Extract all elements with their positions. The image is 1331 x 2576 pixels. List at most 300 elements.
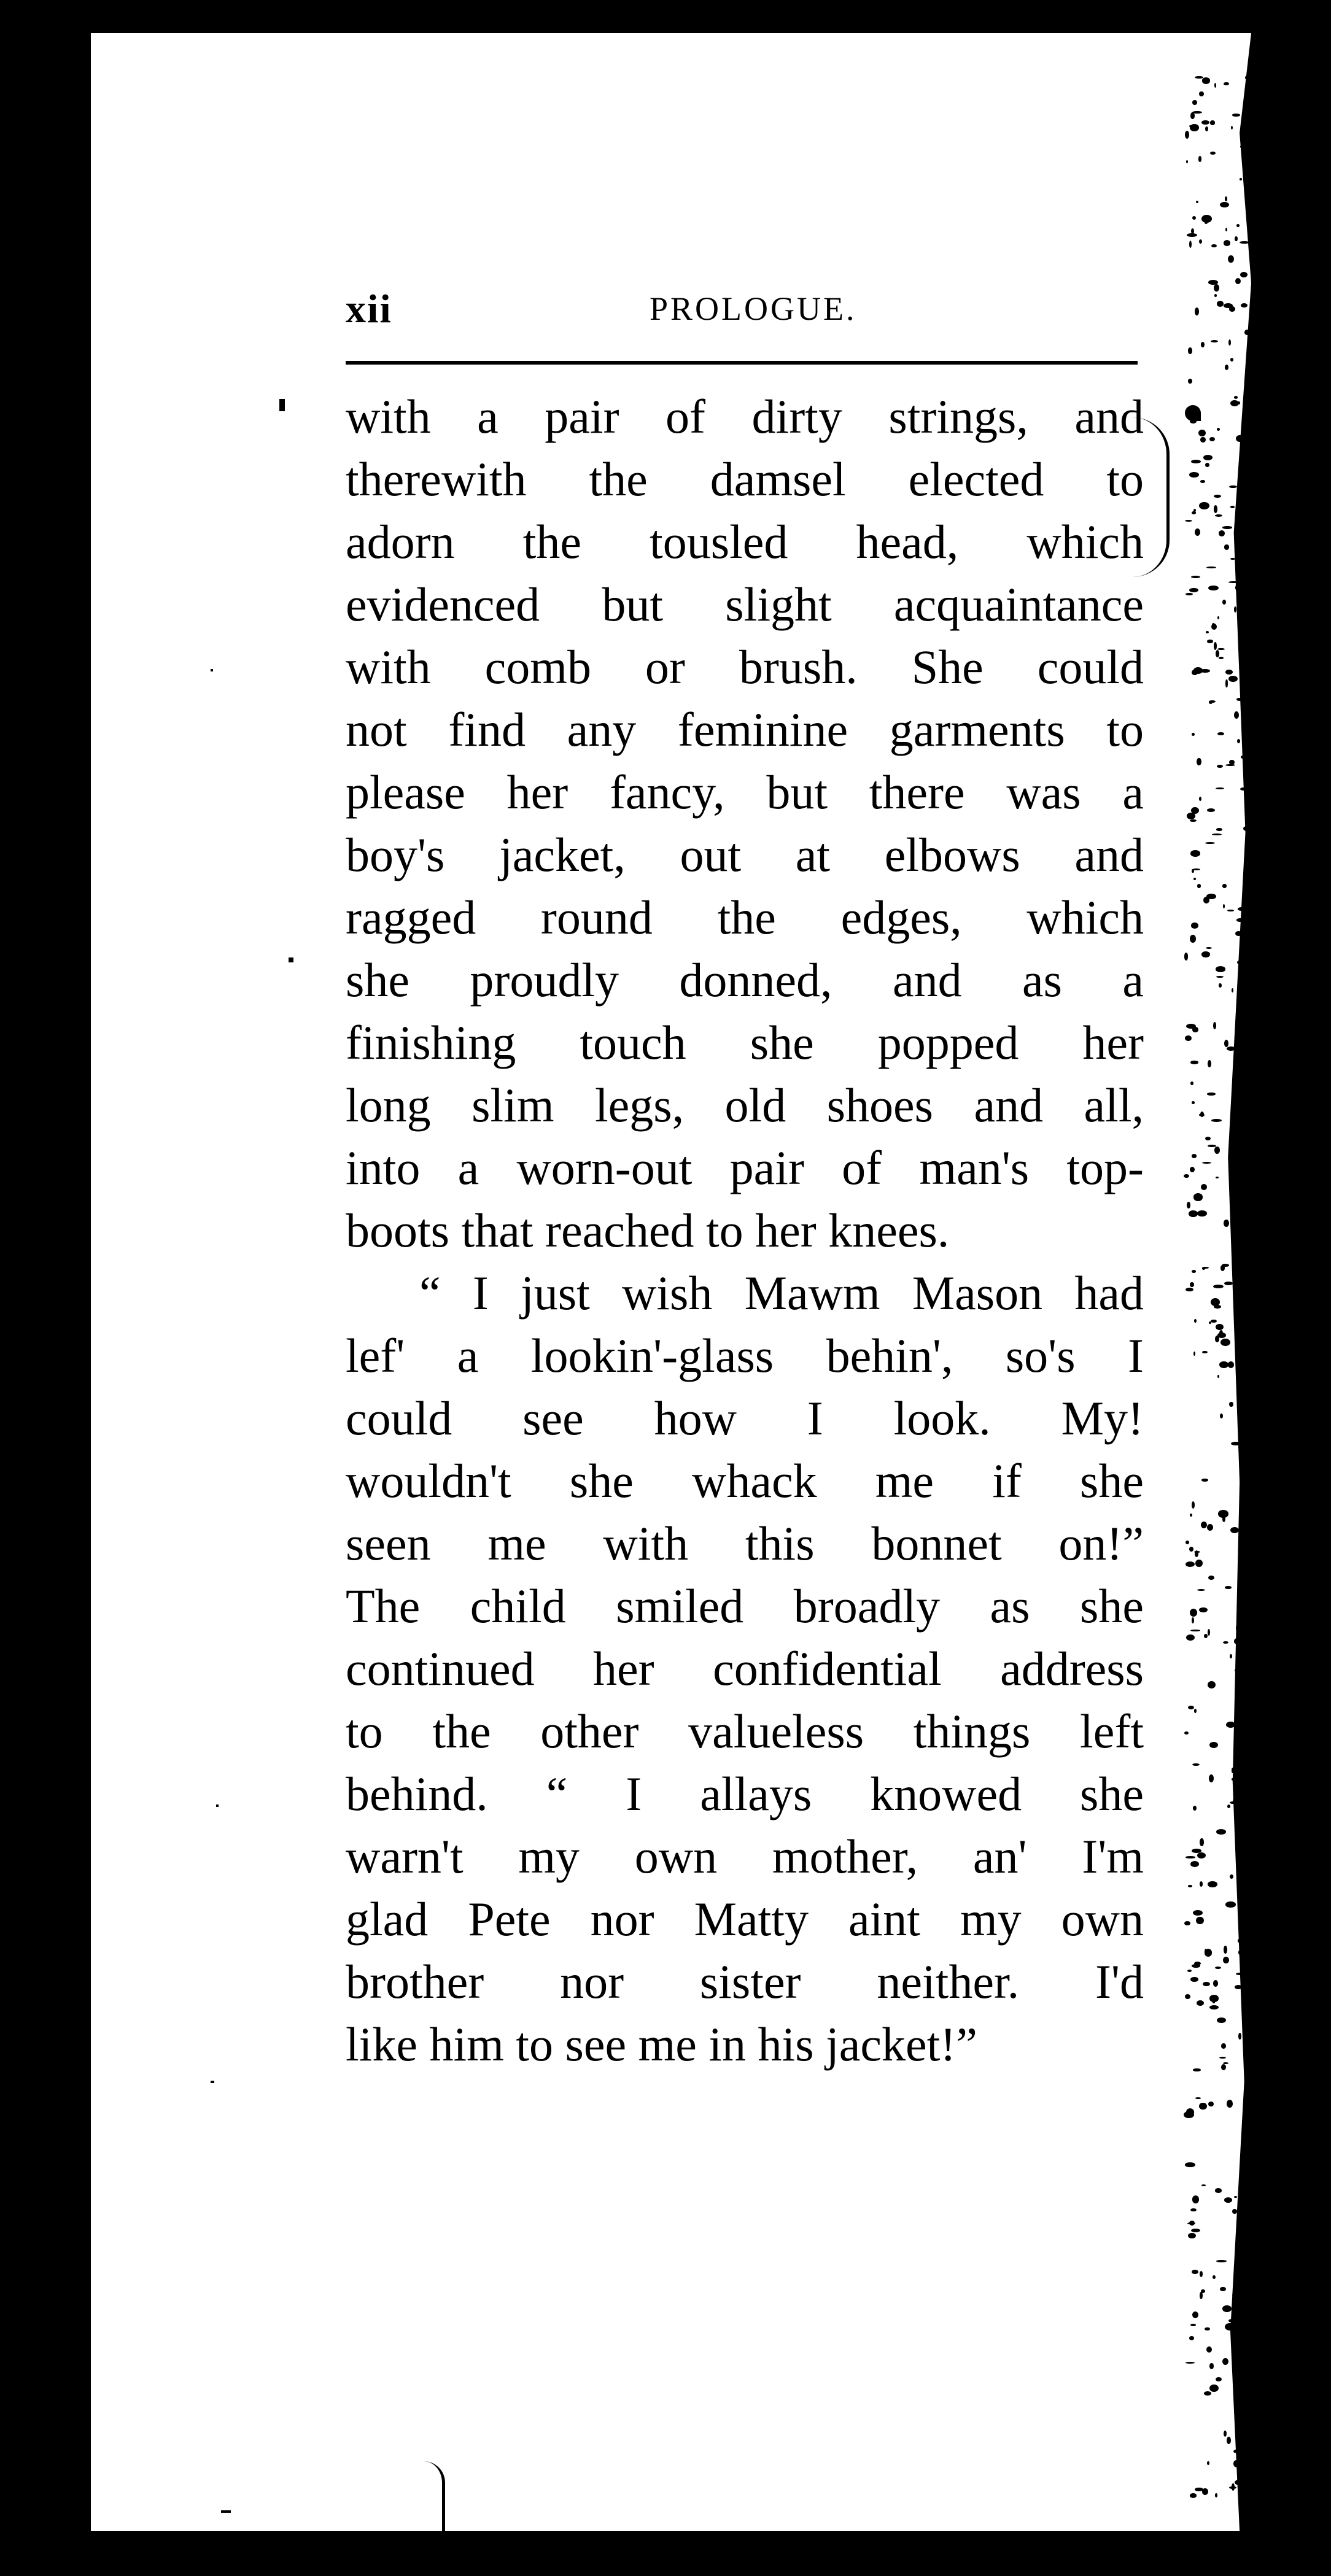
- edge-speck: [1230, 400, 1239, 406]
- edge-speck: [1210, 120, 1216, 125]
- edge-speck: [1230, 358, 1233, 362]
- edge-speck: [1214, 83, 1216, 88]
- text-line: therewith the damsel elected to: [346, 452, 1144, 506]
- edge-speck: [1189, 1547, 1194, 1552]
- edge-speck: [1243, 985, 1246, 988]
- edge-speck: [1207, 640, 1214, 643]
- edge-speck: [1248, 1494, 1259, 1498]
- edge-speck: [1205, 221, 1208, 224]
- edge-speck: [1228, 1361, 1234, 1368]
- edge-speck: [1228, 581, 1238, 583]
- edge-speck: [1235, 1278, 1240, 1280]
- edge-speck: [1213, 2002, 1214, 2003]
- edge-speck: [1190, 124, 1199, 131]
- edge-speck: [1205, 842, 1215, 844]
- edge-speck: [1216, 976, 1224, 978]
- edge-speck: [1192, 2270, 1198, 2274]
- edge-speck: [1201, 120, 1209, 125]
- edge-speck: [1244, 720, 1248, 727]
- edge-speck: [1188, 1885, 1193, 1887]
- edge-speck: [1246, 929, 1254, 935]
- edge-speck: [1186, 160, 1188, 163]
- edge-speck: [1202, 1267, 1205, 1270]
- text-line: adorn the tousled head, which: [346, 515, 1144, 568]
- edge-speck: [1190, 2324, 1196, 2326]
- edge-speck: [1194, 1709, 1197, 1712]
- edge-speck: [1249, 1429, 1255, 1432]
- edge-speck: [1186, 1634, 1195, 1641]
- edge-speck: [1208, 280, 1217, 285]
- edge-speck: [1208, 1881, 1217, 1887]
- edge-speck: [1239, 2485, 1244, 2489]
- edge-speck: [1193, 2068, 1201, 2071]
- edge-speck: [1207, 1093, 1216, 1096]
- edge-speck: [1244, 330, 1250, 335]
- edge-speck: [1207, 2461, 1209, 2466]
- edge-speck: [1190, 1282, 1194, 1287]
- edge-speck: [1190, 819, 1197, 822]
- ink-speck: [279, 399, 285, 411]
- edge-speck: [1245, 1371, 1252, 1374]
- edge-speck: [1190, 1630, 1201, 1631]
- edge-speck: [1195, 307, 1199, 315]
- edge-speck: [1232, 1768, 1233, 1773]
- edge-speck: [1190, 935, 1196, 942]
- edge-speck: [1234, 606, 1236, 613]
- edge-speck: [1230, 1527, 1240, 1533]
- edge-speck: [1216, 787, 1224, 789]
- edge-speck: [1208, 1681, 1216, 1688]
- edge-speck: [1192, 2195, 1199, 2203]
- edge-speck: [1247, 1938, 1257, 1941]
- edge-speck: [1230, 1654, 1232, 1658]
- edge-speck: [1223, 2062, 1228, 2064]
- edge-speck: [1232, 2293, 1243, 2297]
- edge-speck: [1249, 93, 1255, 100]
- edge-speck: [1192, 216, 1196, 220]
- edge-speck: [1206, 631, 1209, 633]
- edge-speck: [1213, 1022, 1216, 1029]
- edge-speck: [1219, 1361, 1228, 1367]
- edge-speck: [1217, 1332, 1226, 1339]
- edge-speck: [1227, 1804, 1230, 1808]
- paragraph: [346, 385, 1144, 1262]
- text-line: brother nor sister neither. I'd: [346, 1955, 1144, 2008]
- ink-speck: [211, 2081, 214, 2083]
- edge-speck: [1225, 1901, 1236, 1908]
- edge-speck: [1214, 284, 1219, 292]
- edge-speck: [1230, 558, 1235, 560]
- edge-speck: [1192, 1763, 1200, 1766]
- ink-speck: [216, 1804, 219, 1807]
- edge-speck: [1240, 272, 1248, 277]
- edge-speck: [1195, 1560, 1203, 1567]
- edge-speck: [1233, 2450, 1240, 2453]
- edge-speck: [1248, 536, 1251, 540]
- edge-speck: [1237, 739, 1240, 743]
- text-line: seen me with this bonnet on!”: [346, 1517, 1144, 1570]
- edge-speck: [1205, 1949, 1212, 1956]
- edge-speck: [1217, 616, 1219, 619]
- edge-speck: [1238, 1906, 1245, 1910]
- edge-speck: [1210, 152, 1216, 155]
- text-line: finishing touch she popped her: [346, 1016, 1144, 1069]
- edge-speck: [1246, 1402, 1254, 1407]
- body-text: [346, 385, 1144, 2076]
- edge-speck: [1185, 2162, 1195, 2167]
- edge-speck: [1236, 918, 1244, 921]
- edge-speck: [1225, 2323, 1235, 2330]
- edge-speck: [1197, 2000, 1204, 2006]
- edge-speck: [1237, 960, 1247, 965]
- edge-speck: [1212, 834, 1222, 835]
- edge-speck: [1228, 676, 1237, 682]
- edge-speck: [1219, 530, 1225, 536]
- edge-speck: [1222, 2305, 1232, 2312]
- edge-speck: [1206, 567, 1216, 568]
- edge-speck: [1197, 758, 1201, 765]
- edge-speck: [1240, 145, 1243, 148]
- edge-speck: [1187, 1202, 1190, 1209]
- edge-speck: [1199, 502, 1209, 509]
- edge-speck: [1245, 2382, 1251, 2385]
- edge-speck: [1206, 2346, 1212, 2353]
- edge-speck: [1234, 1638, 1244, 1645]
- edge-speck: [1236, 1973, 1244, 1975]
- edge-speck: [1222, 884, 1227, 888]
- pencil-stroke: [424, 2461, 445, 2553]
- edge-speck: [1215, 2493, 1217, 2497]
- edge-speck: [1211, 1119, 1222, 1122]
- edge-speck: [1206, 947, 1213, 949]
- edge-speck: [1234, 2196, 1237, 2198]
- edge-speck: [1193, 667, 1203, 674]
- edge-speck: [1236, 2319, 1241, 2325]
- edge-speck: [1246, 1011, 1257, 1015]
- text-line: lef' a lookin'-glass behin', so's I: [346, 1329, 1144, 1382]
- edge-speck: [1246, 633, 1257, 640]
- edge-speck: [1232, 1778, 1233, 1781]
- edge-speck: [1227, 2437, 1231, 2444]
- edge-speck: [1240, 178, 1242, 181]
- edge-speck: [1217, 732, 1224, 735]
- edge-speck: [1202, 77, 1211, 83]
- edge-speck: [1189, 2336, 1194, 2340]
- text-line: not find any feminine garments to: [346, 703, 1144, 756]
- edge-speck: [1238, 1938, 1244, 1943]
- edge-speck: [1200, 437, 1206, 442]
- edge-speck: [1240, 1589, 1243, 1592]
- edge-speck: [1238, 1096, 1247, 1101]
- edge-speck: [1238, 1949, 1248, 1956]
- edge-speck: [1185, 1856, 1195, 1859]
- edge-speck: [1232, 2209, 1237, 2214]
- edge-speck: [1191, 576, 1200, 578]
- text-line: long slim legs, old shoes and all,: [346, 1078, 1144, 1132]
- edge-speck: [1216, 2377, 1222, 2381]
- edge-speck: [1239, 547, 1241, 552]
- edge-speck: [1208, 1629, 1210, 1636]
- edge-speck: [1217, 648, 1225, 651]
- edge-speck: [1230, 1874, 1233, 1879]
- edge-speck: [1240, 787, 1247, 791]
- edge-speck: [1243, 1700, 1253, 1704]
- edge-speck: [1233, 2460, 1240, 2467]
- edge-speck: [1220, 1339, 1230, 1346]
- edge-speck: [1190, 1061, 1199, 1064]
- edge-speck: [1225, 764, 1235, 767]
- edge-speck: [1245, 1835, 1252, 1842]
- edge-speck: [1216, 2260, 1226, 2262]
- edge-speck: [1211, 244, 1217, 247]
- edge-speck: [1225, 365, 1228, 370]
- edge-speck: [1240, 1105, 1249, 1109]
- edge-speck: [1211, 1320, 1217, 1323]
- edge-speck: [1217, 2017, 1226, 2023]
- edge-speck: [1193, 1352, 1195, 1355]
- edge-speck: [1214, 1305, 1221, 1309]
- edge-speck: [1192, 1617, 1194, 1623]
- edge-speck: [1243, 1112, 1245, 1117]
- edge-speck: [1185, 131, 1189, 139]
- edge-speck: [1191, 922, 1198, 929]
- edge-speck: [1195, 528, 1200, 536]
- edge-speck: [1216, 1829, 1227, 1835]
- edge-speck: [1200, 1838, 1203, 1846]
- edge-speck: [1185, 1541, 1189, 1544]
- edge-speck: [1241, 1787, 1247, 1790]
- edge-speck: [1199, 797, 1201, 801]
- edge-speck: [1251, 449, 1260, 453]
- edge-speck: [1243, 743, 1251, 749]
- edge-speck: [1251, 112, 1254, 117]
- edge-speck: [1251, 354, 1253, 360]
- edge-speck: [1193, 1806, 1197, 1811]
- edge-speck: [1214, 495, 1221, 498]
- edge-speck: [1209, 437, 1216, 441]
- edge-speck: [1205, 2327, 1209, 2330]
- edge-speck: [1215, 1967, 1221, 1969]
- edge-speck: [1216, 828, 1222, 831]
- edge-speck: [1200, 480, 1205, 484]
- ink-speck: [1185, 405, 1201, 421]
- edge-speck: [1190, 1167, 1195, 1172]
- text-line: warn't my own mother, an' I'm: [346, 1830, 1144, 1883]
- edge-speck: [1209, 1995, 1219, 2002]
- edge-speck: [1223, 1641, 1228, 1644]
- edge-speck: [1188, 347, 1192, 354]
- edge-speck: [1229, 2486, 1236, 2489]
- edge-speck: [1220, 1265, 1225, 1271]
- edge-speck: [1204, 2391, 1211, 2396]
- paragraph: [346, 1262, 1144, 2076]
- text-line: continued her confidential address: [346, 1642, 1144, 1695]
- text-line: boy's jacket, out at elbows and: [346, 828, 1144, 881]
- text-line: evidenced but slight acquaintance: [346, 578, 1144, 631]
- edge-speck: [1221, 2064, 1226, 2070]
- edge-speck: [1207, 808, 1215, 812]
- edge-speck: [1192, 1101, 1195, 1104]
- edge-speck: [1201, 1184, 1207, 1190]
- edge-speck: [1245, 1730, 1252, 1735]
- edge-speck: [1192, 2311, 1198, 2318]
- edge-speck: [1235, 931, 1242, 936]
- edge-speck: [1248, 442, 1256, 445]
- edge-speck: [1224, 82, 1229, 86]
- edge-speck: [1194, 1319, 1197, 1322]
- edge-speck: [1247, 2412, 1251, 2415]
- edge-speck: [1232, 988, 1233, 992]
- edge-speck: [1190, 1081, 1193, 1085]
- edge-speck: [1219, 657, 1224, 659]
- edge-speck: [1189, 472, 1199, 478]
- edge-speck: [1225, 670, 1233, 675]
- edge-speck: [1229, 485, 1236, 489]
- edge-speck: [1199, 1607, 1207, 1612]
- edge-speck: [1187, 2222, 1195, 2225]
- edge-speck: [1232, 114, 1240, 117]
- edge-speck: [1203, 455, 1213, 460]
- page-edge-speckle: [1159, 74, 1257, 2529]
- edge-speck: [1187, 1970, 1192, 1972]
- edge-speck: [1192, 1027, 1199, 1032]
- text-line: with a pair of dirty strings, and: [346, 390, 1144, 443]
- text-line: wouldn't she whack me if she: [346, 1454, 1144, 1507]
- edge-speck: [1214, 505, 1218, 513]
- edge-speck: [1211, 340, 1218, 342]
- edge-speck: [1235, 278, 1241, 284]
- edge-speck: [1236, 1625, 1238, 1631]
- edge-speck: [1236, 1078, 1244, 1080]
- edge-speck: [1187, 813, 1196, 819]
- edge-speck: [1244, 657, 1250, 659]
- edge-speck: [1235, 1985, 1242, 1989]
- edge-speck: [1246, 1771, 1256, 1777]
- edge-speck: [1216, 1324, 1224, 1331]
- edge-speck: [1237, 1266, 1242, 1272]
- edge-speck: [1232, 1167, 1235, 1175]
- edge-speck: [1219, 983, 1222, 988]
- edge-speck: [1247, 2443, 1256, 2446]
- edge-speck: [1197, 1210, 1207, 1216]
- edge-speck: [1189, 241, 1192, 248]
- edge-speck: [1208, 1576, 1214, 1580]
- text-line: glad Pete nor Matty aint my own: [346, 1892, 1144, 1946]
- text-line: like him to see me in his jacket!”: [346, 2017, 977, 2071]
- edge-speck: [1192, 1154, 1197, 1158]
- edge-speck: [1230, 506, 1235, 508]
- edge-speck: [1240, 1779, 1244, 1782]
- edge-speck: [1208, 1060, 1211, 1067]
- edge-speck: [1238, 2033, 1241, 2040]
- edge-speck: [1201, 2184, 1206, 2186]
- edge-speck: [1185, 2362, 1195, 2364]
- edge-speck: [1248, 2221, 1256, 2226]
- edge-speck: [1190, 112, 1194, 119]
- edge-speck: [1236, 224, 1240, 227]
- ink-speck: [221, 2510, 231, 2513]
- edge-speck: [1246, 360, 1252, 368]
- edge-speck: [1190, 1861, 1199, 1867]
- edge-speck: [1241, 756, 1245, 759]
- edge-speck: [1203, 1982, 1209, 1986]
- edge-speck: [1236, 571, 1246, 578]
- page-number: xii: [346, 287, 392, 331]
- edge-speck: [1188, 379, 1192, 384]
- edge-speck: [1193, 878, 1196, 880]
- edge-speck: [1217, 765, 1223, 768]
- running-head: PROLOGUE.: [650, 290, 857, 327]
- edge-speck: [1184, 1731, 1189, 1735]
- edge-speck: [1197, 1852, 1206, 1859]
- edge-speck: [1237, 2350, 1240, 2353]
- edge-speck: [1200, 1112, 1204, 1118]
- text-line: ragged round the edges, which: [346, 891, 1144, 944]
- edge-speck: [1205, 1137, 1210, 1140]
- edge-speck: [1214, 642, 1217, 650]
- ink-speck: [211, 669, 213, 671]
- edge-speck: [1184, 953, 1189, 961]
- edge-speck: [1240, 241, 1250, 244]
- edge-speck: [1244, 678, 1252, 683]
- edge-speck: [1192, 511, 1196, 514]
- edge-speck: [1195, 1550, 1198, 1557]
- text-line: behind. “ I allays knowed she: [346, 1767, 1144, 1820]
- edge-speck: [1185, 1288, 1193, 1291]
- edge-speck: [1241, 2504, 1244, 2505]
- edge-speck: [1224, 2431, 1227, 2437]
- text-line: into a worn-out pair of man's top-: [346, 1141, 1144, 1194]
- edge-speck: [1234, 396, 1238, 399]
- edge-speck: [1232, 2336, 1238, 2339]
- edge-speck: [1245, 1762, 1249, 1766]
- edge-speck: [1191, 460, 1201, 463]
- edge-speck: [1214, 1147, 1220, 1153]
- edge-speck: [1198, 156, 1202, 162]
- edge-speck: [1190, 1514, 1192, 1517]
- edge-speck: [1200, 1881, 1203, 1887]
- edge-speck: [1184, 1174, 1189, 1178]
- edge-speck: [1237, 1803, 1247, 1808]
- edge-speck: [1227, 2100, 1233, 2108]
- edge-speck: [1209, 2385, 1219, 2392]
- edge-speck: [1199, 91, 1203, 96]
- edge-speck: [1216, 1177, 1219, 1178]
- edge-speck: [1240, 1083, 1247, 1091]
- edge-speck: [1224, 1282, 1233, 1285]
- edge-speck: [1209, 2363, 1213, 2369]
- ink-speck: [289, 957, 293, 962]
- edge-speck: [1184, 2111, 1194, 2119]
- edge-speck: [1189, 588, 1198, 592]
- edge-speck: [1235, 1668, 1241, 1673]
- edge-speck: [1236, 1688, 1243, 1692]
- edge-speck: [1217, 428, 1220, 431]
- edge-speck: [1192, 1270, 1197, 1273]
- edge-speck: [1202, 1162, 1211, 1164]
- edge-speck: [1193, 1910, 1202, 1916]
- text-line: please her fancy, but there was a: [346, 765, 1144, 819]
- edge-speck: [1238, 1380, 1249, 1382]
- edge-speck: [1190, 2208, 1197, 2211]
- edge-speck: [1213, 1285, 1223, 1288]
- edge-speck: [1190, 850, 1200, 857]
- edge-speck: [1198, 430, 1206, 437]
- edge-speck: [1189, 1210, 1198, 1217]
- edge-speck: [1243, 1816, 1249, 1820]
- edge-speck: [1197, 1589, 1205, 1591]
- edge-speck: [1250, 1218, 1257, 1221]
